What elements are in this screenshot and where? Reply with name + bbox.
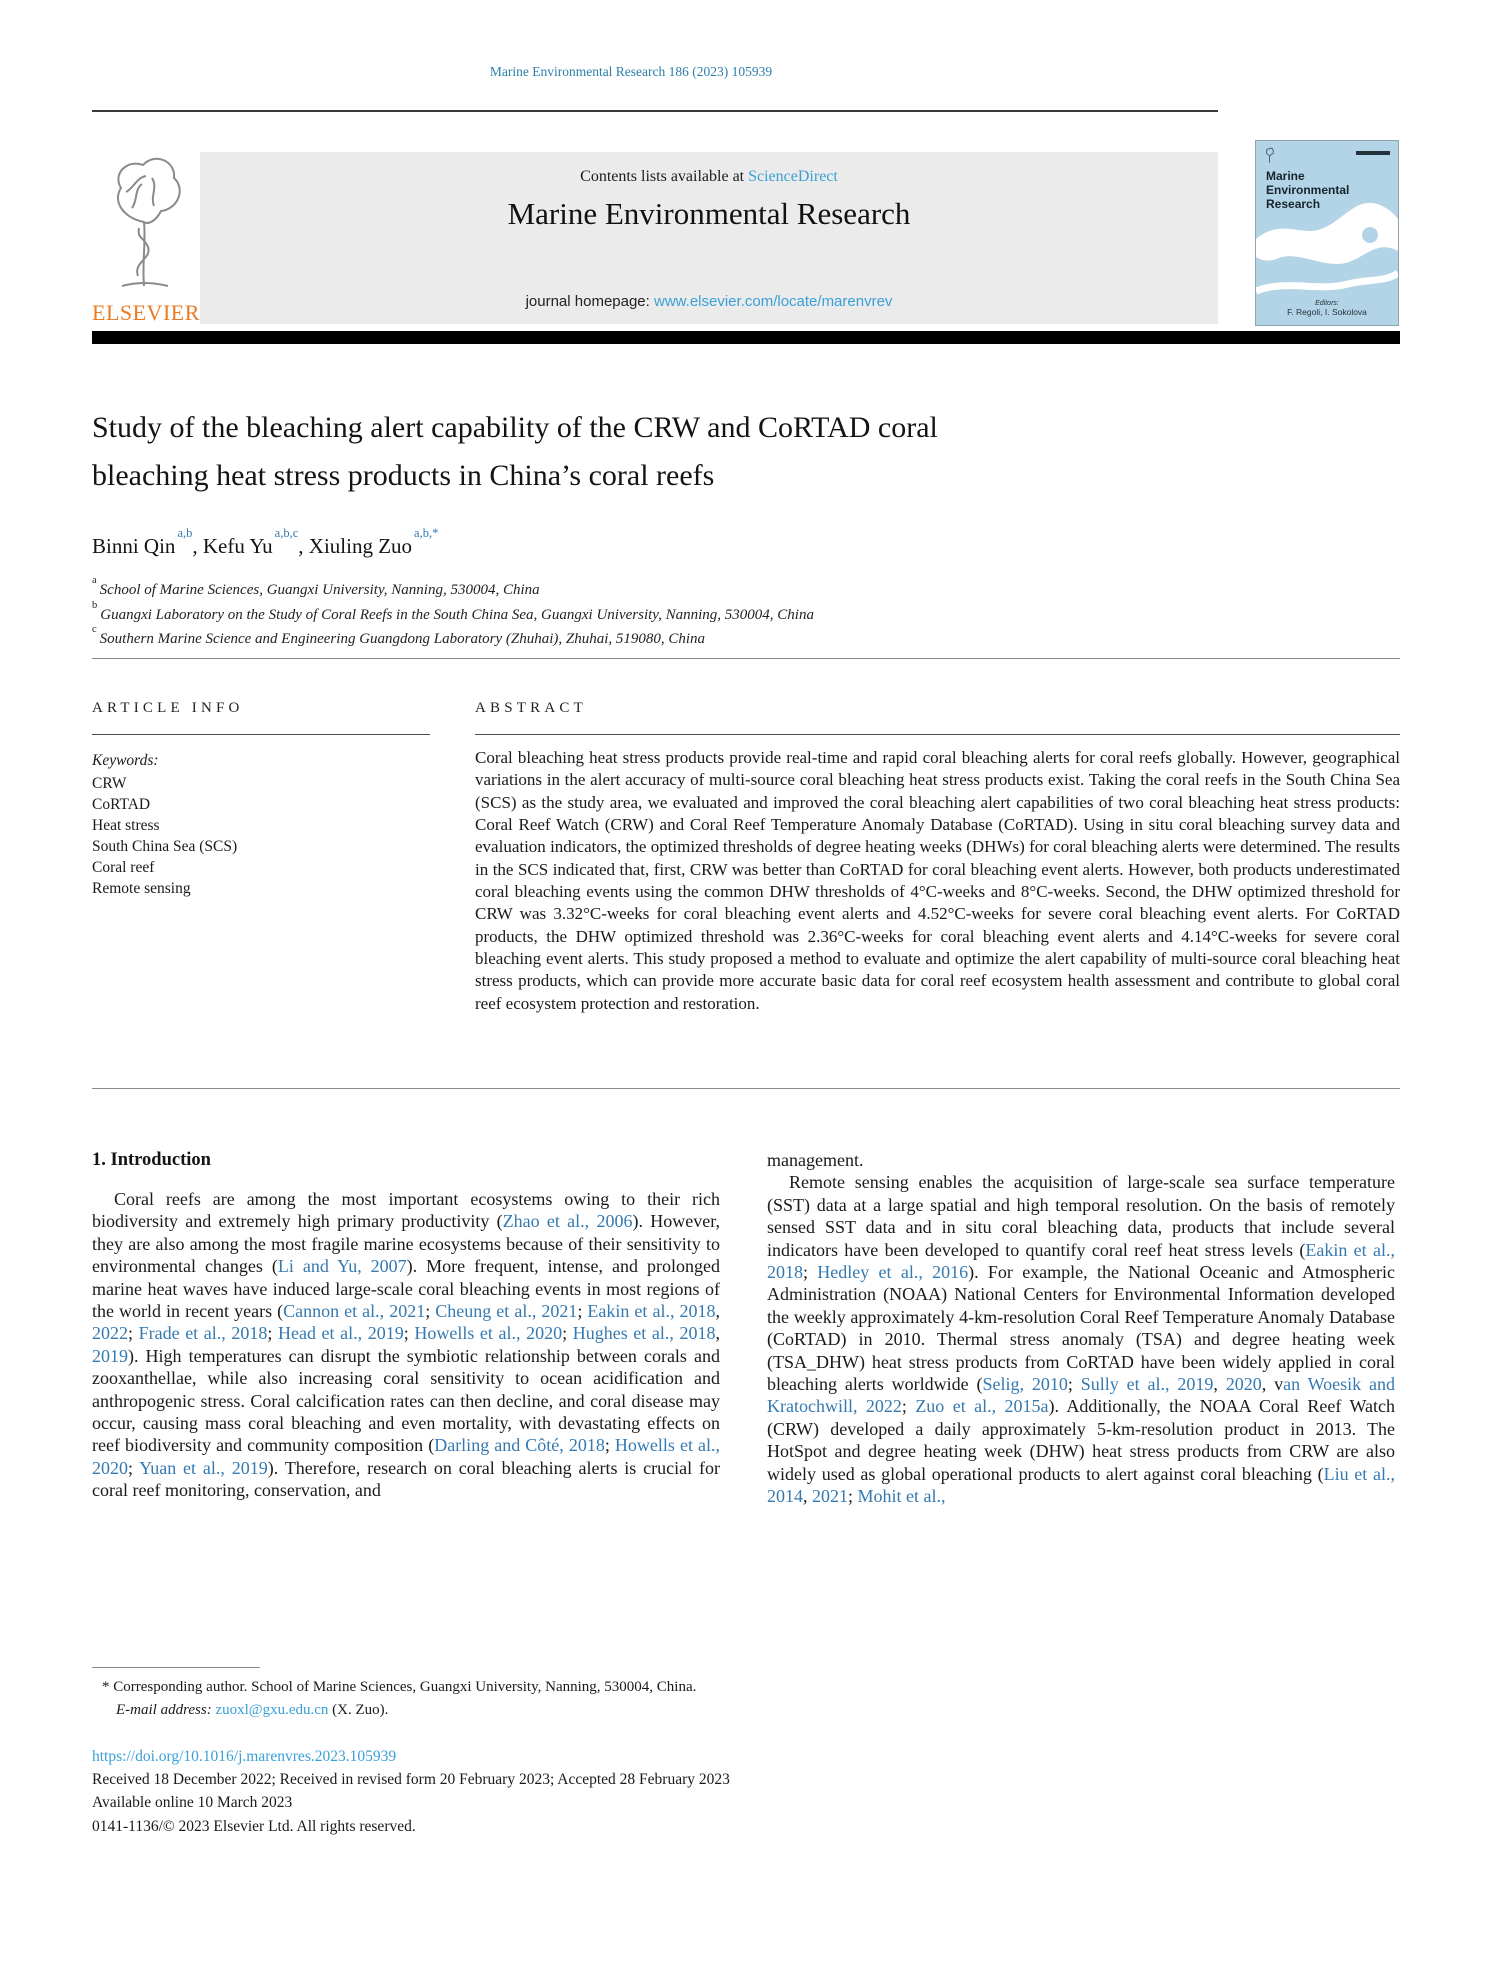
affiliation-sup: a bbox=[92, 575, 97, 586]
homepage-prefix: journal homepage: bbox=[525, 293, 654, 310]
contents-line bbox=[200, 168, 1218, 186]
abstract-rule bbox=[475, 734, 1400, 735]
affiliation-text: School of Marine Sciences, Guangxi University, Nanning, 530004, China bbox=[99, 582, 540, 598]
cover-editors-label: Editors: bbox=[1315, 300, 1339, 307]
cover-editors bbox=[1256, 300, 1398, 317]
cover-title-line: Environmental bbox=[1266, 183, 1350, 197]
running-head-citation: Marine Environmental Research 186 (2023) 105939 bbox=[489, 64, 773, 79]
citation-link[interactable]: 2021 bbox=[812, 1486, 848, 1507]
affiliation-sup: b bbox=[92, 599, 98, 611]
article-title-line1: Study of the bleaching alert capability of the CRW and CoRTAD coral bbox=[92, 411, 938, 444]
citation-link[interactable]: Eakin et al., 2018 bbox=[587, 1301, 716, 1322]
journal-homepage-link[interactable]: www.elsevier.com/locate/marenvrev bbox=[654, 293, 893, 310]
citation-link[interactable]: Darling and Côté, 2018 bbox=[434, 1435, 605, 1456]
cover-title-line: Marine bbox=[1266, 169, 1305, 183]
keyword: CRW bbox=[92, 775, 127, 792]
elsevier-logo[interactable] bbox=[92, 148, 200, 326]
intro-left-column bbox=[92, 1188, 720, 1502]
citation-link[interactable]: Frade et al., 2018 bbox=[138, 1323, 268, 1344]
affiliation-sup: c bbox=[92, 624, 97, 635]
citation-link[interactable]: Liu et al., 2014 bbox=[767, 1463, 1395, 1507]
citation-link[interactable]: 2022 bbox=[92, 1323, 128, 1344]
author-name: Binni Qin bbox=[92, 534, 176, 558]
author-separator: , bbox=[298, 534, 309, 558]
cover-issn-strip bbox=[1356, 151, 1390, 155]
citation-link[interactable]: Yuan et al., 2019 bbox=[139, 1457, 268, 1478]
citation-link[interactable]: 2020 bbox=[1225, 1374, 1262, 1395]
author-name: Kefu Yu bbox=[202, 534, 273, 558]
author-affil-sup[interactable]: a,b,* bbox=[414, 526, 439, 540]
citation-link[interactable]: Hedley et al., 2016 bbox=[817, 1262, 969, 1283]
footnote-line2 bbox=[92, 1699, 1105, 1722]
footnote-line1 bbox=[92, 1676, 1105, 1699]
abstract-bottom-rule bbox=[92, 1088, 1400, 1089]
affiliation bbox=[92, 625, 1400, 650]
sciencedirect-link[interactable]: ScienceDirect bbox=[748, 168, 838, 185]
keyword: Coral reef bbox=[92, 859, 155, 876]
citation-link[interactable]: 2019 bbox=[92, 1345, 128, 1366]
journal-header-box bbox=[200, 152, 1218, 324]
journal-title: Marine Environmental Research bbox=[507, 196, 911, 231]
citation-link[interactable]: Zhao et al., 2006 bbox=[502, 1211, 633, 1232]
intro-paragraph-continuation: management. bbox=[767, 1150, 864, 1170]
copyright-line: 0141-1136/© 2023 Elsevier Ltd. All rights reserved. bbox=[92, 1817, 416, 1835]
section-divider-rule bbox=[92, 658, 1400, 659]
citation-link[interactable]: an Woesik and Kratochwill, 2022 bbox=[767, 1374, 1396, 1417]
intro-paragraph: Remote sensing enables the acquisition of large-scale sea surface temperature (SST) data at a large spatial and high temporal resolution. On the basis of remotely sensed SST data and in situ coral bleaching data, products that include several indicators have been developed to quantify coral reef heat stress levels (Eakin et al., 2018; Hedley et al., 2016). For example, the National Oceanic and Atmospheric Administration (NOAA) National Centers for Environmental Information developed the weekly approximately 4-km-resolution Coral Reef Temperature Anomaly Database (CoRTAD) in 2010. Thermal stress anomaly (TSA) and degree heating week (TSA_DHW) heat stress products from CoRTAD have been widely applied in coral bleaching alerts worldwide (Selig, 2010; Sully et al., 2019, 2020, van Woesik and Kratochwill, 2022; Zuo et al., 2015a). Additionally, the NOAA Coral Reef Watch (CRW) developed a daily approximately 5-km-resolution product in 2013. The HotSpot and degree heating week (DHW) heat stress products from CRW are also widely used as global operational products to alert against coral bleaching (Liu et al., 2014, 2021; Mohit et al., bbox=[767, 1172, 1396, 1507]
cover-journal-title bbox=[1266, 169, 1349, 211]
author bbox=[308, 526, 439, 558]
citation-link[interactable]: Li and Yu, 2007 bbox=[277, 1256, 407, 1277]
footnote-text: Corresponding author. School of Marine Sciences, Guangxi University, Nanning, 530004, China. bbox=[113, 1679, 697, 1695]
affiliation-text: Southern Marine Science and Engineering Guangdong Laboratory (Zhuhai), Zhuhai, 519080, China bbox=[99, 631, 706, 647]
received-dates: Received 18 December 2022; Received in revised form 20 February 2023; Accepted 28 February 2023 bbox=[92, 1771, 730, 1789]
email-suffix: (X. Zuo). bbox=[332, 1701, 389, 1718]
citation-link[interactable]: Eakin et al., 2018 bbox=[767, 1239, 1395, 1283]
footnote-marker: * bbox=[102, 1679, 110, 1695]
contents-prefix: Contents lists available at bbox=[580, 168, 749, 185]
intro-paragraph: Coral reefs are among the most important ecosystems owing to their rich biodiversity and extremely high primary productivity (Zhao et al., 2006). However, they are also among the most fragile marine ecosystems because of their sensitivity to environmental changes (Li and Yu, 2007). More frequent, intense, and prolonged marine heat waves have induced large-scale coral bleaching events in most regions of the world in recent years (Cannon et al., 2021; Cheung et al., 2021; Eakin et al., 2018, 2022; Frade et al., 2018; Head et al., 2019; Howells et al., 2020; Hughes et al., 2018, 2019). High temperatures can disrupt the symbiotic relationship between corals and zooxanthellae, while also increasing coral sensitivity to ocean acidification and anthropogenic stress. Coral calcification rates can then decline, and coral disease may occur, causing mass coral bleaching and even mortality, with devastating effects on reef biodiversity and community composition (Darling and Côté, 2018; Howells et al., 2020; Yuan et al., 2019). Therefore, research on coral bleaching alerts is crucial for coral reef monitoring, conservation, and bbox=[92, 1189, 720, 1501]
homepage-line bbox=[200, 293, 1218, 310]
affiliation bbox=[92, 576, 1400, 601]
article-info-rule bbox=[92, 734, 430, 735]
intro-right-column bbox=[767, 1149, 1395, 1508]
citation-link[interactable]: Head et al., 2019 bbox=[277, 1323, 404, 1344]
citation-link[interactable]: Cannon et al., 2021 bbox=[283, 1301, 426, 1322]
journal-cover-thumbnail[interactable] bbox=[1255, 140, 1399, 326]
abstract-text: Coral bleaching heat stress products provide real-time and rapid coral bleaching alerts for coral reefs globally. However, geographical variations in the alert accuracy of multi-source coral bleaching heat stress products exist. Taking the coral reefs in the South China Sea (SCS) as the study area, we evaluated and improved the coral bleaching alert capabilities of two coral bleaching heat stress products: Coral Reef Watch (CRW) and Coral Reef Temperature Anomaly Database (CoRTAD). Using in situ coral bleaching survey data and evaluation indicators, the optimized thresholds of degree heating weeks (DHWs) for coral bleaching alerts were determined. The results in the SCS indicated that, first, CRW was better than CoRTAD for coral bleaching event alerts. However, both products underestimated coral bleaching events using the common DHW thresholds of 4°C-weeks and 8°C-weeks. Second, the DHW optimized threshold for CRW was 3.32°C-weeks for coral bleaching event alerts and 4.52°C-weeks for severe coral bleaching event alerts. For CoRTAD products, the DHW optimized threshold was 2.36°C-weeks for coral bleaching event alerts and 4.14°C-weeks for severe coral bleaching event alerts. This study proposed a method to evaluate and optimize the alert capability of multi-source coral bleaching heat stress products, which can provide more accurate basic data for coral reef ecosystem health assessment and contribute to global coral reef ecosystem protection and restoration. bbox=[475, 748, 1400, 1013]
elsevier-tree-icon bbox=[92, 148, 196, 298]
keyword: CoRTAD bbox=[92, 796, 151, 813]
article-title bbox=[92, 404, 1400, 500]
author-list bbox=[92, 526, 1400, 559]
email-link[interactable]: zuoxl@gxu.edu.cn bbox=[215, 1701, 329, 1718]
article-title-line2: bleaching heat stress products in China’s coral reefs bbox=[92, 459, 715, 492]
keywords-label: Keywords: bbox=[92, 752, 159, 769]
citation-link[interactable]: Selig, 2010 bbox=[982, 1374, 1068, 1395]
cover-title-line: Research bbox=[1266, 197, 1321, 211]
keyword: Remote sensing bbox=[92, 880, 191, 897]
citation-link[interactable]: Howells et al., 2020 bbox=[414, 1323, 563, 1344]
keyword: Heat stress bbox=[92, 817, 160, 834]
article-info-heading: ARTICLE INFO bbox=[92, 700, 244, 716]
citation-link[interactable]: Cheung et al., 2021 bbox=[435, 1301, 578, 1322]
cover-elsevier-mark-icon bbox=[1263, 147, 1276, 164]
doi-link[interactable]: https://doi.org/10.1016/j.marenvres.2023.105939 bbox=[92, 1748, 397, 1765]
citation-link[interactable]: Mohit et al., bbox=[857, 1486, 946, 1507]
author-separator: , bbox=[192, 534, 203, 558]
article-footer bbox=[92, 1745, 1105, 1838]
author-affil-sup[interactable]: a,b bbox=[177, 526, 193, 540]
affiliation-text: Guangxi Laboratory on the Study of Coral Reefs in the South China Sea, Guangxi University, Nanning, 530004, China bbox=[100, 606, 814, 623]
citation-link[interactable]: Zuo et al., 2015a bbox=[915, 1396, 1049, 1417]
affiliation-list bbox=[92, 576, 1400, 650]
author-name: Xiuling Zuo bbox=[308, 534, 413, 558]
keywords-list bbox=[92, 773, 237, 899]
abstract-heading: ABSTRACT bbox=[475, 700, 587, 716]
citation-link[interactable]: Sully et al., 2019 bbox=[1080, 1374, 1214, 1395]
masthead-top-rule bbox=[92, 110, 1218, 112]
cover-editors-names: F. Regoli, I. Sokolova bbox=[1287, 307, 1367, 317]
masthead-black-bar bbox=[92, 331, 1400, 344]
author-affil-sup[interactable]: a,b,c bbox=[274, 526, 299, 540]
email-label: E-mail address: bbox=[116, 1701, 212, 1718]
elsevier-wordmark: ELSEVIER bbox=[92, 300, 200, 325]
available-online: Available online 10 March 2023 bbox=[92, 1794, 293, 1812]
footnote-rule bbox=[92, 1667, 260, 1668]
citation-link[interactable]: Hughes et al., 2018 bbox=[572, 1323, 716, 1344]
section-heading-introduction: 1. Introduction bbox=[92, 1150, 211, 1170]
author bbox=[92, 526, 203, 558]
affiliation bbox=[92, 601, 1400, 626]
keyword: South China Sea (SCS) bbox=[92, 838, 238, 855]
citation-link[interactable]: Howells et al., 2020 bbox=[92, 1435, 720, 1478]
author bbox=[202, 526, 309, 558]
corresponding-author-footnote bbox=[92, 1676, 1105, 1721]
